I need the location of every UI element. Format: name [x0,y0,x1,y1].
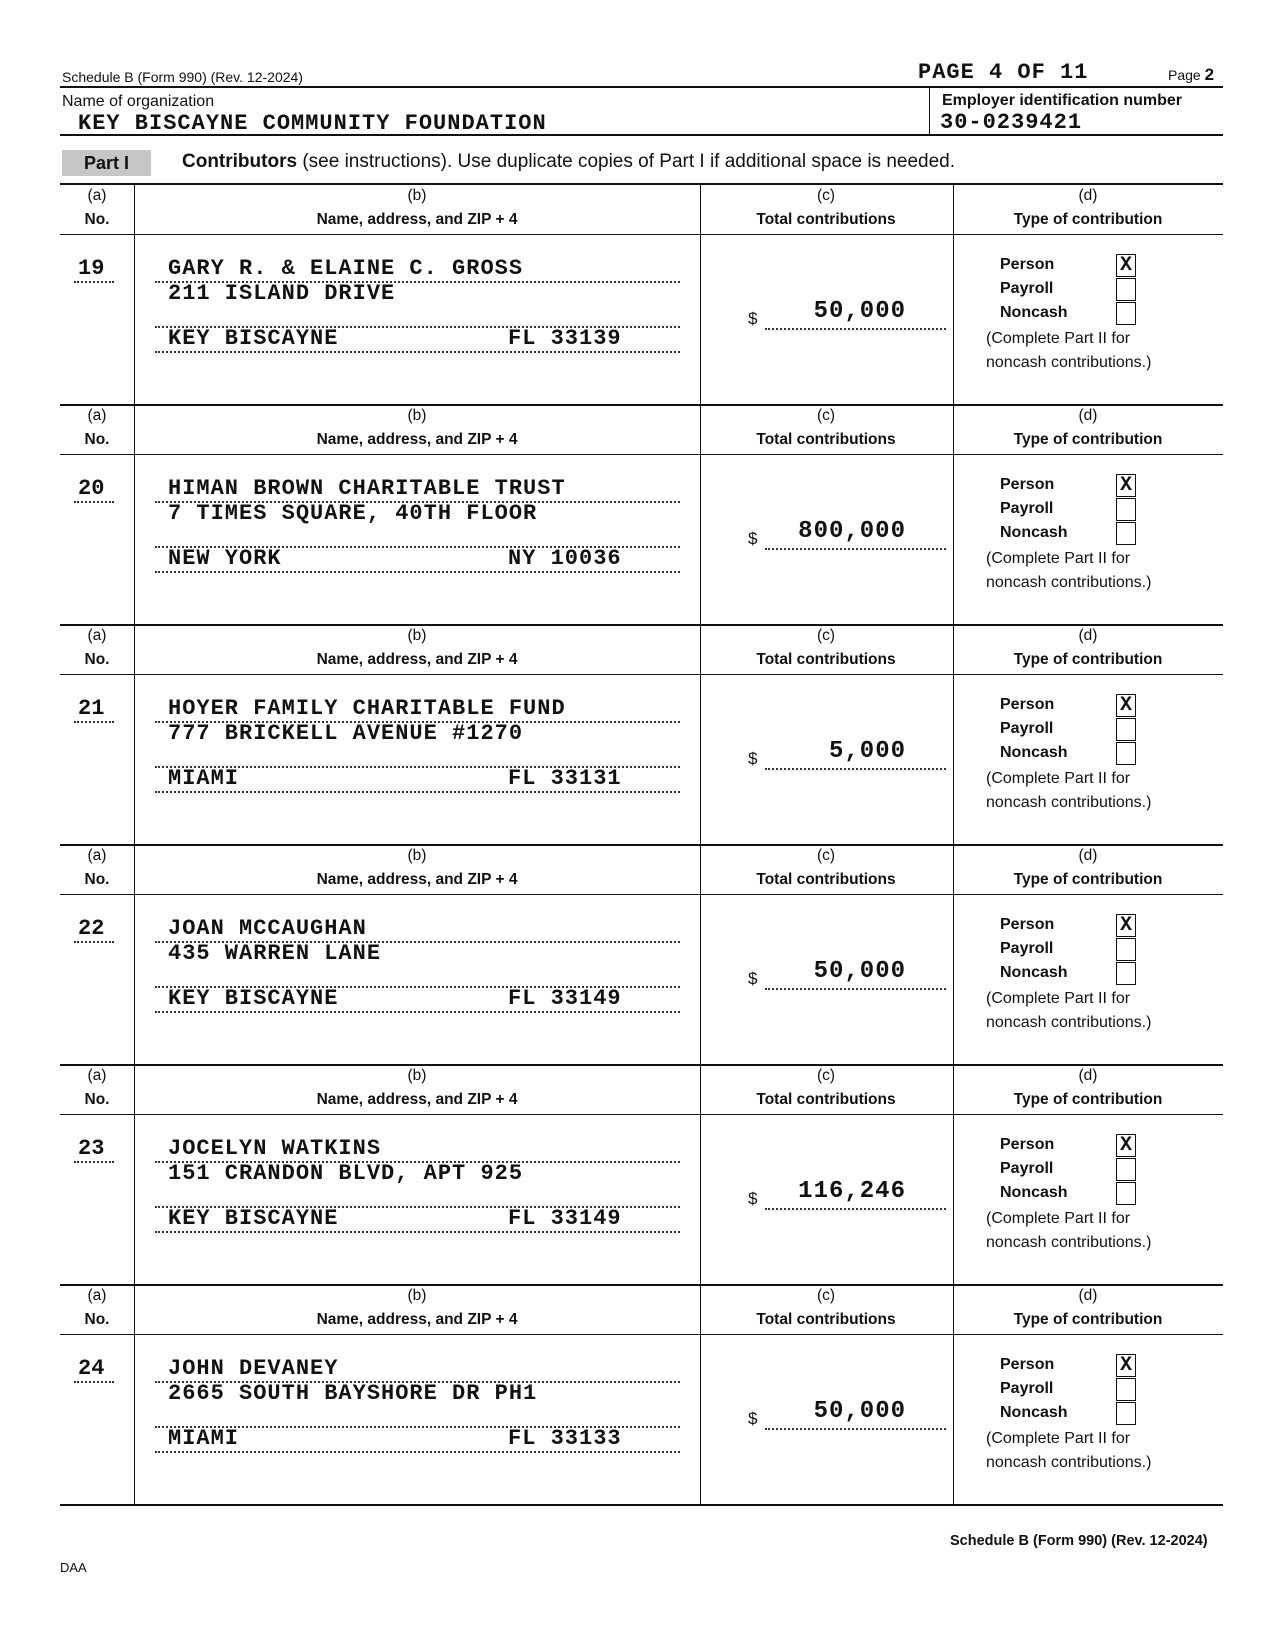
payroll-label: Payroll [1000,1160,1054,1177]
noncash-checkbox[interactable] [1116,962,1136,985]
col-c-letter: (c) [816,627,836,644]
person-label: Person [1000,916,1055,933]
noncash-note-line2: noncash contributions.) [986,1234,1152,1251]
contributor-number: 22 [78,916,105,941]
contributor-name: HIMAN BROWN CHARITABLE TRUST [168,476,566,501]
person-label: Person [1000,696,1055,713]
col-divider-b [700,184,701,404]
col-c-title: Total contributions [756,871,896,888]
person-label: Person [1000,476,1055,493]
org-name-label: Name of organization [62,93,215,110]
amount-dotted-line [765,1208,946,1210]
col-a-title: No. [84,211,110,228]
col-a-header [60,1284,134,1334]
col-divider-b [700,624,701,844]
col-d-title: Type of contribution [1013,1091,1163,1108]
noncash-note-line1: (Complete Part II for [986,1210,1131,1227]
header-bottom-rule [60,894,1223,895]
col-b-letter: (b) [407,407,427,424]
col-divider-b [700,1064,701,1284]
number-dotted-line [74,1381,114,1383]
noncash-label: Noncash [1000,744,1068,761]
col-b-letter: (b) [407,627,427,644]
amount-dotted-line [765,768,946,770]
person-label: Person [1000,1356,1055,1373]
person-checkbox[interactable]: X [1116,474,1136,497]
col-d-letter: (d) [1078,187,1098,204]
city-dotted-line [155,351,680,353]
contributor-address: 777 BRICKELL AVENUE #1270 [168,721,524,746]
col-c-header [700,1284,952,1334]
person-checkbox[interactable]: X [1116,1354,1136,1377]
contribution-amount: 5,000 [828,738,906,765]
col-b-header [135,1064,699,1114]
payroll-checkbox[interactable] [1116,1158,1136,1181]
col-divider-a [134,404,135,624]
currency-symbol: $ [748,1409,758,1428]
contributor-state-zip: NY 10036 [508,546,622,571]
col-a-letter: (a) [87,407,107,424]
contributor-name: JOHN DEVANEY [168,1356,339,1381]
contributor-address: 435 WARREN LANE [168,941,382,966]
col-divider-a [134,844,135,1064]
noncash-checkbox[interactable] [1116,302,1136,325]
col-d-header [953,1064,1223,1114]
noncash-checkbox[interactable] [1116,1182,1136,1205]
col-divider-c [953,404,954,624]
col-d-title: Type of contribution [1013,651,1163,668]
col-b-title: Name, address, and ZIP + 4 [316,871,518,888]
col-b-title: Name, address, and ZIP + 4 [316,1091,518,1108]
col-c-letter: (c) [816,407,836,424]
page-number-value: 2 [1204,65,1215,84]
col-b-letter: (b) [407,187,427,204]
contributor-city: KEY BISCAYNE [168,986,339,1011]
contributor-address: 211 ISLAND DRIVE [168,281,396,306]
noncash-checkbox[interactable] [1116,1402,1136,1425]
contributor-state-zip: FL 33149 [508,986,622,1011]
col-c-header [700,1064,952,1114]
col-b-letter: (b) [407,1287,427,1304]
col-divider-c [953,844,954,1064]
amount-dotted-line [765,328,946,330]
payroll-checkbox[interactable] [1116,1378,1136,1401]
noncash-checkbox[interactable] [1116,522,1136,545]
col-a-letter: (a) [87,847,107,864]
payroll-label: Payroll [1000,940,1054,957]
contributor-address: 151 CRANDON BLVD, APT 925 [168,1161,524,1186]
contributor-state-zip: FL 33149 [508,1206,622,1231]
ein-divider [929,86,930,134]
noncash-label: Noncash [1000,964,1068,981]
col-d-header [953,844,1223,894]
col-divider-a [134,1284,135,1504]
contributor-name: JOCELYN WATKINS [168,1136,382,1161]
currency-symbol: $ [748,309,758,328]
contributor-address: 2665 SOUTH BAYSHORE DR PH1 [168,1381,538,1406]
header-bottom-rule [60,1334,1223,1335]
contributor-city: MIAMI [168,766,240,791]
city-dotted-line [155,791,680,793]
col-divider-a [134,184,135,404]
person-checkbox[interactable]: X [1116,914,1136,937]
footer-daa: DAA [60,1560,87,1575]
amount-dotted-line [765,548,946,550]
noncash-note-line2: noncash contributions.) [986,1454,1152,1471]
col-c-letter: (c) [816,847,836,864]
org-name: KEY BISCAYNE COMMUNITY FOUNDATION [78,111,547,136]
col-divider-a [134,624,135,844]
contributor-number: 19 [78,256,105,281]
noncash-label: Noncash [1000,304,1068,321]
col-divider-c [953,624,954,844]
noncash-note-line2: noncash contributions.) [986,574,1152,591]
col-d-letter: (d) [1078,407,1098,424]
number-dotted-line [74,721,114,723]
col-b-title: Name, address, and ZIP + 4 [316,431,518,448]
col-d-header [953,184,1223,234]
city-dotted-line [155,1451,680,1453]
amount-dotted-line [765,988,946,990]
contribution-amount: 800,000 [798,518,906,545]
page-label: Page [1168,67,1201,83]
contributor-number: 20 [78,476,105,501]
currency-symbol: $ [748,969,758,988]
payroll-checkbox[interactable] [1116,498,1136,521]
part-title-bold: Contributors [182,151,298,172]
col-d-letter: (d) [1078,1287,1098,1304]
noncash-note-line2: noncash contributions.) [986,1014,1152,1031]
col-b-title: Name, address, and ZIP + 4 [316,1311,518,1328]
header-rule [60,86,1223,88]
contributor-city: KEY BISCAYNE [168,326,339,351]
col-divider-b [700,1284,701,1504]
payroll-checkbox[interactable] [1116,718,1136,741]
col-c-title: Total contributions [756,431,896,448]
col-c-title: Total contributions [756,651,896,668]
col-divider-a [134,1064,135,1284]
person-checkbox[interactable]: X [1116,694,1136,717]
person-label: Person [1000,256,1055,273]
col-d-letter: (d) [1078,627,1098,644]
contributor-name: GARY R. & ELAINE C. GROSS [168,256,524,281]
contributor-name: JOAN MCCAUGHAN [168,916,367,941]
header-bottom-rule [60,454,1223,455]
col-d-title: Type of contribution [1013,1311,1163,1328]
col-d-title: Type of contribution [1013,871,1163,888]
col-b-header [135,1284,699,1334]
col-b-title: Name, address, and ZIP + 4 [316,651,518,668]
section-bottom-rule [60,1504,1223,1506]
contribution-amount: 50,000 [813,958,906,985]
col-c-header [700,844,952,894]
contributor-number: 24 [78,1356,105,1381]
col-a-header [60,1064,134,1114]
contributor-city: KEY BISCAYNE [168,1206,339,1231]
col-c-header [700,184,952,234]
noncash-label: Noncash [1000,1404,1068,1421]
col-d-header [953,404,1223,454]
col-a-title: No. [84,431,110,448]
col-c-header [700,624,952,674]
col-c-header [700,404,952,454]
part-instructions: (see instructions). Use duplicate copies of Part I if additional space is needed. [297,151,956,172]
currency-symbol: $ [748,529,758,548]
col-c-letter: (c) [816,1287,836,1304]
col-divider-b [700,404,701,624]
contributor-city: MIAMI [168,1426,240,1451]
col-c-title: Total contributions [756,1311,896,1328]
city-dotted-line [155,1231,680,1233]
contributor-name: HOYER FAMILY CHARITABLE FUND [168,696,566,721]
city-dotted-line [155,571,680,573]
col-a-letter: (a) [87,1067,107,1084]
ein-label: Employer identification number [942,92,1183,109]
currency-symbol: $ [748,749,758,768]
col-a-title: No. [84,871,110,888]
col-a-header [60,404,134,454]
noncash-checkbox[interactable] [1116,742,1136,765]
contribution-amount: 50,000 [813,1398,906,1425]
col-a-letter: (a) [87,627,107,644]
col-a-header [60,624,134,674]
col-d-header [953,1284,1223,1334]
header-bottom-rule [60,234,1223,235]
col-divider-b [700,844,701,1064]
col-d-letter: (d) [1078,847,1098,864]
col-c-title: Total contributions [756,1091,896,1108]
part-title [182,151,955,173]
col-b-letter: (b) [407,847,427,864]
col-c-letter: (c) [816,187,836,204]
col-b-header [135,624,699,674]
col-a-title: No. [84,1091,110,1108]
amount-dotted-line [765,1428,946,1430]
col-d-letter: (d) [1078,1067,1098,1084]
org-rule [60,134,1223,136]
col-b-title: Name, address, and ZIP + 4 [316,211,518,228]
noncash-note-line1: (Complete Part II for [986,770,1131,787]
col-b-header [135,184,699,234]
footer-form-title: Schedule B (Form 990) (Rev. 12-2024) [950,1533,1208,1549]
col-a-title: No. [84,651,110,668]
col-divider-c [953,1284,954,1504]
payroll-label: Payroll [1000,280,1054,297]
col-divider-c [953,1064,954,1284]
contributor-number: 21 [78,696,105,721]
col-a-header [60,844,134,894]
payroll-label: Payroll [1000,720,1054,737]
contribution-amount: 116,246 [798,1178,906,1205]
contributor-state-zip: FL 33139 [508,326,622,351]
page-number [1168,65,1214,85]
col-b-letter: (b) [407,1067,427,1084]
header-bottom-rule [60,674,1223,675]
page-of-indicator: PAGE 4 OF 11 [918,60,1089,85]
ein-value: 30-0239421 [940,110,1083,135]
col-c-letter: (c) [816,1067,836,1084]
contributor-city: NEW YORK [168,546,282,571]
col-a-letter: (a) [87,187,107,204]
payroll-checkbox[interactable] [1116,278,1136,301]
col-a-header [60,184,134,234]
payroll-checkbox[interactable] [1116,938,1136,961]
col-c-title: Total contributions [756,211,896,228]
person-checkbox[interactable]: X [1116,254,1136,277]
col-divider-c [953,184,954,404]
part-label: Part I [62,150,151,176]
col-d-title: Type of contribution [1013,431,1163,448]
noncash-note-line1: (Complete Part II for [986,1430,1131,1447]
payroll-label: Payroll [1000,500,1054,517]
noncash-note-line1: (Complete Part II for [986,550,1131,567]
person-label: Person [1000,1136,1055,1153]
col-a-letter: (a) [87,1287,107,1304]
col-b-header [135,844,699,894]
contributor-address: 7 TIMES SQUARE, 40TH FLOOR [168,501,538,526]
number-dotted-line [74,941,114,943]
header-bottom-rule [60,1114,1223,1115]
noncash-note-line2: noncash contributions.) [986,354,1152,371]
col-b-header [135,404,699,454]
city-dotted-line [155,1011,680,1013]
col-d-header [953,624,1223,674]
col-d-title: Type of contribution [1013,211,1163,228]
currency-symbol: $ [748,1189,758,1208]
person-checkbox[interactable]: X [1116,1134,1136,1157]
contributor-number: 23 [78,1136,105,1161]
number-dotted-line [74,501,114,503]
contributor-state-zip: FL 33133 [508,1426,622,1451]
noncash-note-line1: (Complete Part II for [986,330,1131,347]
payroll-label: Payroll [1000,1380,1054,1397]
col-a-title: No. [84,1311,110,1328]
noncash-note-line1: (Complete Part II for [986,990,1131,1007]
contribution-amount: 50,000 [813,298,906,325]
noncash-label: Noncash [1000,1184,1068,1201]
noncash-note-line2: noncash contributions.) [986,794,1152,811]
number-dotted-line [74,1161,114,1163]
number-dotted-line [74,281,114,283]
noncash-label: Noncash [1000,524,1068,541]
form-title: Schedule B (Form 990) (Rev. 12-2024) [62,69,303,85]
contributor-state-zip: FL 33131 [508,766,622,791]
